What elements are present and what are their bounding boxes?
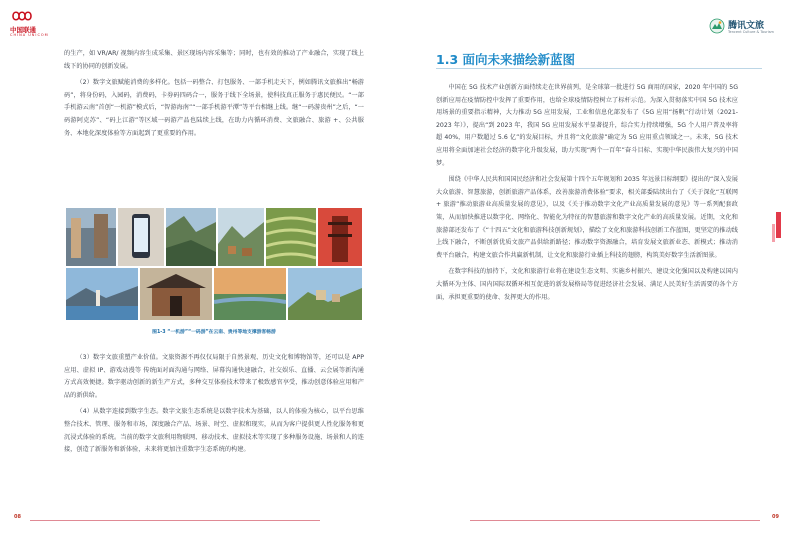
section-divider	[436, 68, 762, 69]
left-column-lower	[64, 352, 364, 461]
left-paragraph-2: （2）数字文旅赋能消费的多样化。包括一码整合、打包服务、一部手机走天下，例如腾讯文旅推出“畅游码”，将身份码，入园码，消费码，卡券码四码合一，服务于线下全场景，使科技真正服务于惠民便民。“一部手机游云南”首创“一机游”模式后，“智游海南”“一部手机游平潭”等平台相继上线。继“一码游贵州”之后，“一码游阿克苏”、“码上江游”等区域一码游产品也陆续上线，在助力内循环消费、文旅融合、旅游 +、公共服务、本地化深度体验等方面起到了更重要的作用。	[64, 79, 364, 137]
page-number-left: 08	[14, 514, 21, 520]
tencent-culture-tourism-logo	[709, 16, 779, 38]
unicom-knot-icon	[10, 8, 34, 24]
photo-city-street	[66, 208, 116, 266]
unicom-logo-subtext: CHINA UNICOM	[10, 33, 49, 37]
photo-red-tower	[318, 208, 362, 266]
right-column	[436, 82, 738, 308]
photo-ancient-gate	[140, 268, 212, 320]
photo-mountain-village	[218, 208, 264, 266]
photo-hilltop-town	[288, 268, 362, 320]
figure-caption: 图1-3 “一机游”“一码游”在云南、贵州等地支撑游客畅游	[152, 330, 276, 335]
photo-phone-app	[118, 208, 164, 266]
footer-rule-left	[30, 520, 320, 521]
right-paragraph-1: 中国在 5G 技术产业创新方面持续走在世界前列，是全球第一批进行 5G 商用的国家，2020 年中国的 5G 创新应用在疫情防控中发挥了重要作用，也给全球疫情防控树立了标杆示范。为深入贯彻落实中国 5G 技术应用场景的重要指示精神，大力推动 5G 应用发展，工业和信息化部发布了《5G 应用“扬帆”行动计划（2021-2023 年）》，提出“到 2023 年，我国 5G 应用发展水平显著提升，综合实力持续增强，5G 个人用户普及率将超 40%，用户数超过 5.6 亿”的发展目标，并且将“文化旅游”确定为 5G 应用重点领域之一。未来，5G 技术应用将全面加速社会经济的数字化升级发展，助力实现“两个一百年”奋斗目标、实现中华民族伟大复兴的中国梦。	[436, 84, 738, 167]
china-unicom-logo	[10, 8, 70, 40]
unicom-logo-text: 中国联通	[10, 26, 36, 34]
tencent-tourism-icon	[709, 18, 725, 34]
accent-stripe-pink	[772, 224, 775, 242]
right-paragraph-3: 在数字科技的加持下，文化和旅游行业将在建设生态文明、实施乡村振兴、建设文化强国以及构建以国内大循环为主体、国内国际双循环相互促进的新发展格局等促进经济社会发展、满足人民美好生活需要的各个方面，承担更重要的使命、发挥更大的作用。	[436, 268, 738, 301]
photo-collage	[66, 208, 362, 320]
photo-wetland-sunset	[214, 268, 286, 320]
left-paragraph-1: 的生产，如 VR/AR/ 视频内容生成采集、景区现场内容采集等；同时，也有效的推动了产业融合，实现了线上线下的协同的创新发展。	[64, 50, 364, 70]
left-column	[64, 48, 364, 144]
photo-cliff-landscape	[166, 208, 216, 266]
page-number-right: 09	[772, 514, 779, 520]
section-heading: 1.3 面向未来描绘新蓝图	[436, 52, 575, 67]
left-paragraph-4: （4）从数字连接到数字生态。数字文旅生态系统是以数字技术为基础，以人的体验为核心，以平台思维整合技术、管理、服务和市场，深度融合产品、场景、时空、虚拟和现实，从而为客户提供更人性化服务和更沉浸式体验的系统。当前的数字文旅利用物联网、移动技术、虚拟技术等实现了多种服务设施、场景和人的连接，创造了新服务和新体验，未来将更加注重数字生态系统的构建。	[64, 408, 364, 454]
photo-rice-terraces	[266, 208, 316, 266]
left-paragraph-3: （3）数字文旅重塑产业价值。文旅资源不再仅仅局限于自然景观、历史文化和博物馆等，还可以是 APP 应用、虚拟 IP、游戏动漫等 传统面对面沟通与网络、屏幕沟通快速融合，社交娱乐、直播、云会展等新沟通方式高效便捷。数字驱动创新的新生产方式，多种交互体验技术带来了极致感官享受，推动创意体验应用和产品的新供给。	[64, 354, 364, 399]
tencent-logo-subtext: Tencent Culture & Tourism	[728, 30, 774, 34]
accent-stripe-red	[776, 212, 781, 238]
footer-rule-right	[470, 520, 760, 521]
photo-lake-pagoda	[66, 268, 138, 320]
right-paragraph-2: 围绕《中华人民共和国国民经济和社会发展第十四个五年规划和 2035 年远景目标纲要》提出的“深入发展大众旅游、智慧旅游，创新旅游产品体系，改善旅游消费体验”要求，相关部委陆续出台了《关于深化“互联网 + 旅游”推动旅游业高质量发展的意见》，以及《关于推动数字文化产业高质量发展的意见》等一系列配套政策，从而加快推进以数字化、网络化、智能化为特征的智慧旅游和数字文化产业的高质量发展。近期，文化和旅游部还发布了《“十四五”文化和旅游科技创新规划》，描绘了文化和旅游科技创新工作蓝图，更坚定的推动线上线下融合，不断创新优质文旅产品供给新路径；推动数字资源融合，培育发展文旅新业态、新模式；推动消费平台融合，构建文旅合作共赢新机制，让文化和旅游行业插上科技的翅膀，构筑美好数字生活新图景。	[436, 176, 738, 259]
tencent-logo-text: 腾讯文旅	[728, 21, 765, 31]
